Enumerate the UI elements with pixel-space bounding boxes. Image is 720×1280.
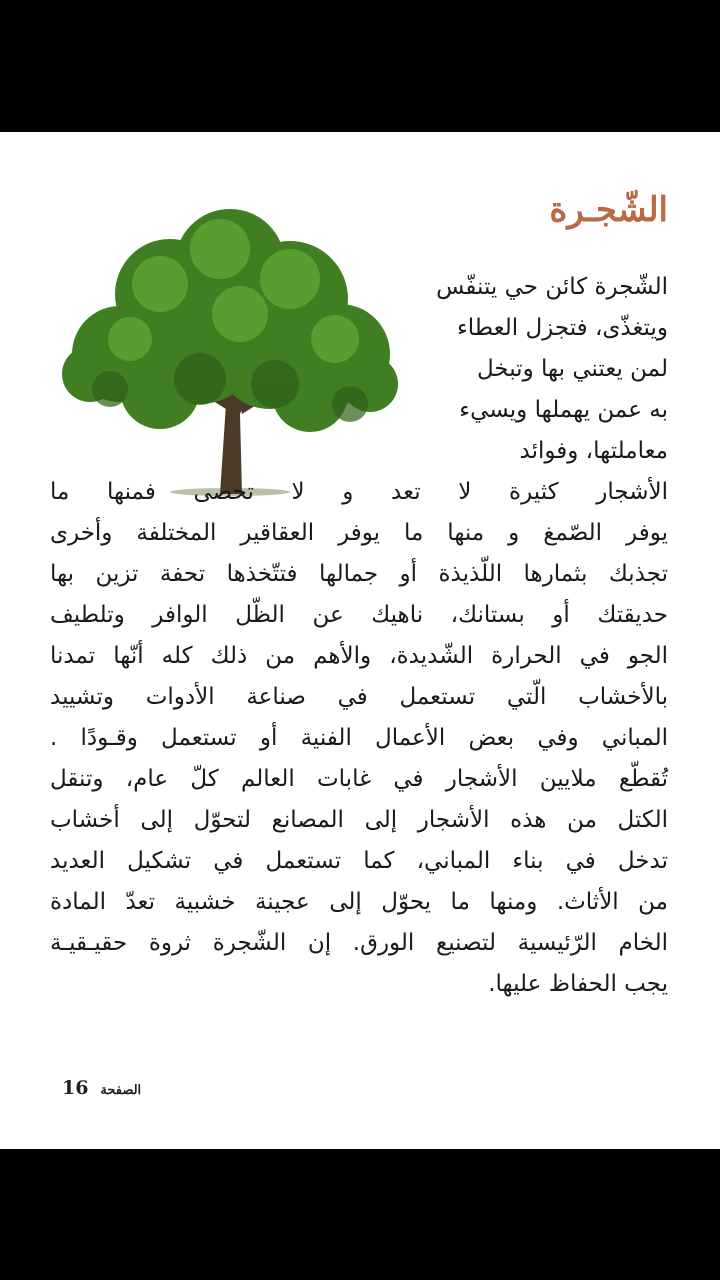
text-line: من الأثاث. ومنها ما يحوّل إلى عجينة خشبية تعدّ المادة — [50, 889, 668, 915]
document-title: الشّجـرة — [549, 190, 668, 230]
text-line: به عمن يهملها ويسيء — [459, 397, 668, 423]
text-line: تدخل في بناء المباني، كما تستعمل في تشكيل العديد — [50, 848, 668, 874]
text-line: تُقطّع ملايين الأشجار في غابات العالم كلّ عام، وتنقل — [50, 766, 668, 792]
page-label: الصفحة — [100, 1083, 142, 1098]
text-line: الأشجار كثيرة لا تعد و لا تحصى فمنها ما — [50, 479, 668, 505]
text-line: معاملتها، وفوائد — [519, 438, 668, 464]
text-line: لمن يعتني بها وتبخل — [476, 356, 668, 382]
text-line: الكتل من هذه الأشجار إلى المصانع لتحوّل إلى أخشاب — [50, 807, 668, 833]
text-line: بالأخشاب الّتي تستعمل في صناعة الأدوات وتشييد — [50, 684, 668, 710]
tree-illustration — [50, 204, 410, 504]
text-line: المباني وفي بعض الأعمال الفنية أو تستعمل وقـودًا . — [50, 725, 668, 751]
text-line: يوفر الصّمغ و منها ما يوفر العقاقير المختلفة وأخرى — [50, 520, 668, 546]
text-line: الشّجرة كائن حي يتنفّس — [436, 274, 668, 300]
text-line: الجو في الحرارة الشّديدة، والأهم من ذلك كله أنّها تمدنا — [50, 643, 668, 669]
page-number: 16 — [62, 1077, 89, 1099]
text-line: الخام الرّئيسية لتصنيع الورق. إن الشّجرة ثروة حقيـقيـة — [50, 930, 668, 956]
text-line: تجذبك بثمارها اللّذيذة أو جمالها فتتّخذها تحفة تزين بها — [50, 561, 668, 587]
document-page — [0, 132, 720, 1149]
text-line: ويتغذّى، فتجزل العطاء — [456, 315, 668, 341]
page-footer — [62, 1077, 141, 1099]
text-line: يجب الحفاظ عليها. — [488, 971, 668, 997]
text-line: حديقتك أو بستانك، ناهيك عن الظّل الوافر وتلطيف — [50, 602, 668, 628]
